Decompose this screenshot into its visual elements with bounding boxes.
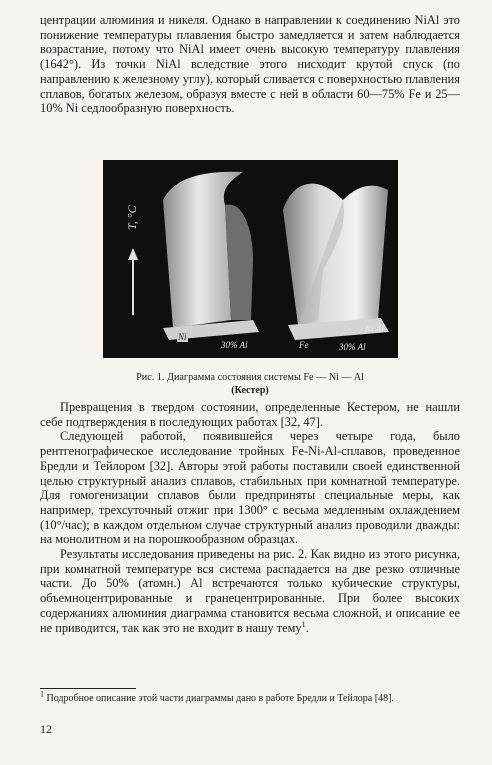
paragraph: Результаты исследования приведены на рис. 2. Как видно из этого рисунка, при комнатной температуре вся система распадается на две резко отличные части. До 50% (атомн.) Al встречаются только кубические структуры, объемноцентрированные и гранецентрированные. При более высоких содержаниях алюминия диаграмма становится весьма сложной, и описание ее не приводится, так как это не входит в нашу тему$^1$. xyxy=(40,547,460,635)
body-text xyxy=(40,400,460,635)
right-model-corner-right-label: Ni Al xyxy=(365,324,384,334)
right-model-edge-label: 30% Al xyxy=(339,342,366,352)
right-model-corner-left-label: Fe xyxy=(299,340,309,350)
paragraph-top: центрации алюминия и никеля. Однако в направлении к соединению NiAl это понижение температуры плавления быстро замедляется и затем наблюдается возрастание, потому что NiAl имеет очень высокую температуру плавления (1642°). Из точки NiAl вследствие этого нисходит крутой спуск (по направлению к железному углу), который сливается с поверхностью плавления сплавов, богатых железом, образуя вместе с ней в области 60—75% Fe и 25—10% Ni седлообразную поверхность. xyxy=(40,13,460,116)
caption-line: Рис. 1. Диаграмма состояния системы Fe — Ni — Al xyxy=(136,372,364,383)
footnote-mark: 1 xyxy=(40,689,44,699)
paragraph: Следующей работой, появившейся через четыре года, было рентгенографическое исследование тройных Fe-Ni-Al-сплавов, проведенное Бредли и Тейлором [32]. Авторы этой работы поставили своей единственной целью структурный анализ сплавов, стабильных при комнатной температуре. Для гомогенизации сплавов были предприняты специальные меры, как например, трехсуточный отжиг при 1300° с весьма медленным охлаждением (10°/час); в каждом отдельном случае структурный анализ проводили дважды: на монолитном и на порошкообразном образцах. xyxy=(40,429,460,547)
phase-diagram-models-image xyxy=(103,160,398,358)
left-model-edge-label: 30% Al xyxy=(221,340,248,350)
paragraph: Превращения в твердом состоянии, определенные Кестером, не нашли себе подтверждения в последующих работах [32, 47]. xyxy=(40,400,460,429)
figure-caption xyxy=(40,372,460,397)
caption-author: (Кестер) xyxy=(231,384,269,396)
page-number: 12 xyxy=(40,722,52,736)
footnote xyxy=(40,689,460,705)
paragraph-text: Результаты исследования приведены на рис. 2. Как видно из этого рисунка, при комнатной температуре вся система распадается на две резко отличные части. До 50% (атомн.) Al встречаются только кубические структуры, объемноцентрированные и гранецентрированные. При более высоких содержаниях алюминия диаграмма становится весьма сложной, и описание ее не приводится, так как это не входит в нашу тему xyxy=(40,547,460,635)
figure-photo xyxy=(103,160,398,358)
footnote-text: Подробное описание этой части диаграммы дано в работе Бредли и Тейлора [48]. xyxy=(46,693,394,704)
footnote-divider xyxy=(40,688,136,689)
footnote-reference: 1 xyxy=(301,619,306,629)
axis-label: T, °C xyxy=(125,205,139,230)
left-model-corner-label: Ni xyxy=(178,332,187,342)
